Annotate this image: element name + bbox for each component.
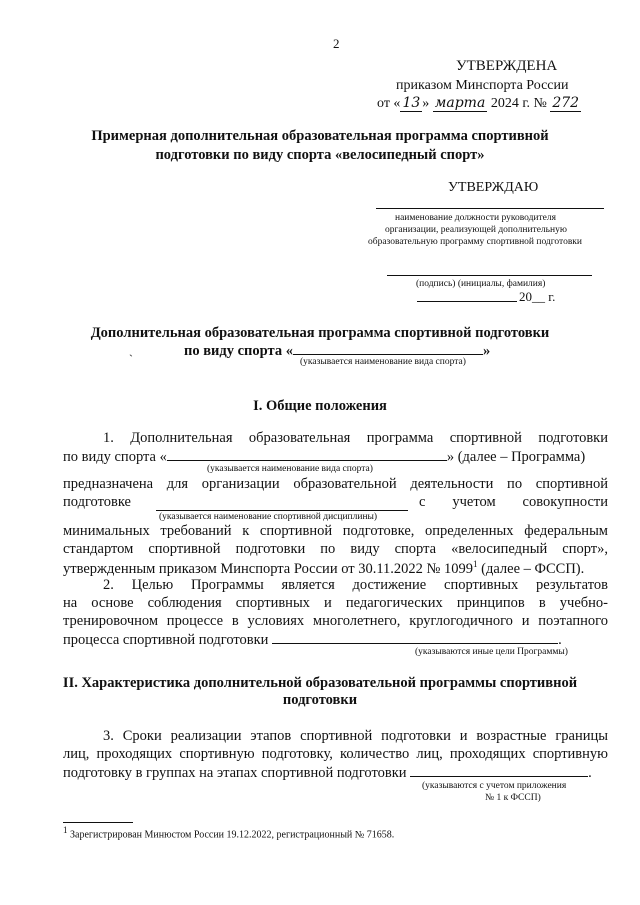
- p2-line4-end: .: [558, 632, 562, 648]
- approve-caption-1: наименование должности руководителя: [395, 213, 556, 223]
- program-title-prefix: по виду спорта «: [184, 343, 293, 359]
- caption-annex-1: (указываются с учетом приложения: [422, 781, 567, 791]
- date-mid: »: [422, 96, 430, 111]
- caption-discipline: (указывается наименование спортивной дисциплины): [159, 512, 378, 522]
- footnote-separator: [63, 822, 133, 823]
- stages-blank: [410, 764, 588, 777]
- footnote-number: 1: [63, 825, 68, 835]
- p2-line2: на основе соблюдения спортивных и педагогических принципов в учебно-: [63, 595, 608, 611]
- section2-heading-line1: II. Характеристика дополнительной образовательной программы спортивной: [62, 675, 578, 691]
- p1-line7-b: (далее – ФССП).: [477, 560, 585, 577]
- program-title-caption: (указывается наименование вида спорта): [300, 357, 466, 367]
- date-blank-line: [417, 301, 517, 302]
- approve-caption-2: организации, реализующей дополнительную: [385, 225, 567, 235]
- p1-line2-prefix: по виду спорта «: [63, 449, 167, 465]
- p2-line3: тренировочном процессе в условиях многолетнего, круглогодичного и поэтапного: [63, 613, 608, 629]
- p3-line3: [63, 764, 592, 782]
- p1-line7-a: утвержденным приказом Минспорта России от 30.11.2022 № 1099: [63, 560, 474, 577]
- caption-goals: (указываются иные цели Программы): [415, 647, 568, 657]
- approval-date: [377, 95, 581, 112]
- p2-line1: 2. Целью Программы является достижение спортивных результатов: [103, 577, 608, 593]
- p3-line2: лиц, проходящих спортивную подготовку, количество лиц, проходящих спортивную: [63, 746, 608, 762]
- signature-caption: (подпись) (инициалы, фамилия): [416, 279, 546, 289]
- p3-line3-end: .: [588, 765, 592, 781]
- document-title-line1: Примерная дополнительная образовательная программа спортивной: [91, 128, 549, 144]
- footnote-ref: 1: [473, 559, 478, 569]
- goals-blank: [272, 631, 558, 644]
- caption-annex-2: № 1 к ФССП): [485, 793, 541, 803]
- document-title-line2: подготовки по виду спорта «велосипедный спорт»: [155, 147, 485, 163]
- p1-line4-a: подготовке: [63, 494, 131, 510]
- p1-line1: 1. Дополнительная образовательная программа спортивной подготовки: [103, 430, 608, 446]
- p1-sport-blank: [167, 448, 447, 461]
- p1-line3: предназначена для организации образовательной деятельности по спортивной: [63, 476, 608, 492]
- handwritten-month: марта: [434, 95, 486, 111]
- p1-line7: [63, 559, 584, 578]
- program-title-line1: Дополнительная образовательная программа спортивной подготовки: [90, 325, 550, 341]
- signature-line: [387, 275, 592, 276]
- program-title-suffix: »: [482, 343, 491, 359]
- p1-line2-suffix: » (далее – Программа): [446, 449, 586, 465]
- p3-line3-text: подготовку в группах на этапах спортивной подготовки: [63, 765, 407, 781]
- handwritten-day: 13: [402, 95, 421, 111]
- stray-mark: `: [129, 352, 133, 366]
- section1-heading: I. Общие положения: [253, 398, 387, 414]
- page-number: 2: [333, 36, 340, 51]
- p1-line6: стандартом спортивной подготовки по виду спорта «велосипедный спорт»,: [63, 541, 608, 557]
- approval-order: приказом Минспорта России: [396, 78, 569, 93]
- caption-sport: (указывается наименование вида спорта): [207, 464, 373, 474]
- date-year: 2024 г. №: [490, 96, 547, 111]
- section2-heading-line2: подготовки: [282, 692, 358, 708]
- discipline-blank: [156, 510, 408, 511]
- footnote: [63, 825, 394, 840]
- approve-date: 20__ г.: [519, 289, 556, 304]
- sport-blank: [293, 342, 483, 355]
- p1-line4-b: с учетом совокупности: [419, 494, 608, 510]
- date-prefix: от «: [377, 96, 401, 111]
- p3-line1: 3. Сроки реализации этапов спортивной подготовки и возрастные границы: [103, 728, 608, 744]
- footnote-text: Зарегистрирован Минюстом России 19.12.2022, регистрационный № 71658.: [67, 829, 395, 841]
- p2-line4-text: процесса спортивной подготовки: [63, 632, 269, 648]
- handwritten-number: 272: [552, 95, 580, 111]
- p1-line5: минимальных требований к спортивной подготовке, определенных федеральным: [63, 523, 608, 539]
- approve-label: УТВЕРЖДАЮ: [448, 180, 539, 195]
- approve-position-line: [376, 208, 604, 209]
- approval-title: УТВЕРЖДЕНА: [456, 58, 558, 74]
- approve-caption-3: образовательную программу спортивной подготовки: [368, 237, 583, 247]
